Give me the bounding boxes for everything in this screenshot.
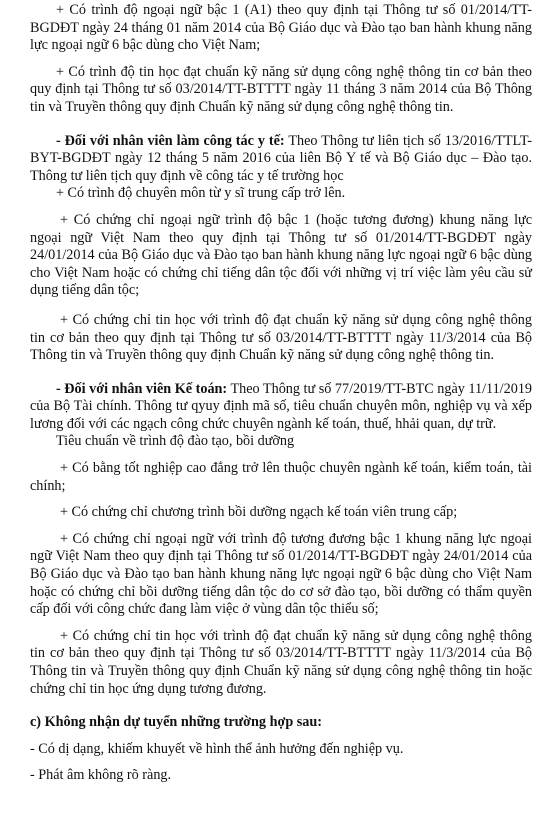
medical-staff-text: Theo Thông tư liên tịch số 13/2016/TTLT-BYT-BGDĐT ngày 12 tháng 5 năm 2016 của liên Bộ Y tế và Bộ Giáo dục – Đào tạo. Thông tư liên tịch quy định về công tác y tế trường học: [30, 132, 533, 184]
paragraph-accountant: [30, 381, 532, 434]
paragraph-training-standards: Tiêu chuẩn về trình độ đào tạo, bồi dưỡng: [56, 433, 295, 450]
paragraph-medical-staff: [30, 133, 532, 186]
paragraph-accountant-course: + Có chứng chỉ chương trình bồi dưỡng ngạch kế toán viên trung cấp;: [60, 504, 458, 521]
paragraph-exclusion-pronunciation: - Phát âm không rõ ràng.: [30, 767, 172, 784]
paragraph-medical-qualification: + Có trình độ chuyên môn từ y sĩ trung cấp trở lên.: [56, 185, 346, 202]
section-heading-c: c) Không nhận dự tuyển những trường hợp sau:: [30, 714, 322, 731]
paragraph-accountant-it: + Có chứng chỉ tin học với trình độ đạt chuẩn kỹ năng sử dụng công nghệ thông tin cơ bản theo quy định tại Thông tư số 03/2014/TT-BTTTT ngày 11/3/2014 của Bộ Thông tin và Truyền thông quy định Chuẩn kỹ năng sử dụng công nghệ thông tin hoặc chứng chỉ tin học ứng dụng tương đương.: [30, 627, 532, 697]
paragraph-accountant-language: + Có chứng chỉ ngoại ngữ với trình độ tương đương bậc 1 khung năng lực ngoại ngữ Việt Nam theo quy định tại Thông tư số 01/2014/TT-BGDĐT ngày 24/01/2014 của Bộ Giáo dục và Đào tạo ban hành khung năng lực ngoại ngữ 6 bậc dùng cho Việt Nam hoặc có chứng chỉ bồi dưỡng tiếng dân tộc do cơ sở đào tạo, bồi dưỡng có thẩm quyền cấp đối với công chức đang làm việc ở vùng dân tộc thiểu số;: [30, 530, 532, 618]
accountant-text: Theo Thông tư số 77/2019/TT-BTC ngày 11/11/2019 của Bộ Tài chính. Thông tư qyuy định mã số, tiêu chuẩn chuyên môn, nghiệp vụ và xếp lương đối với các ngạch công chức chuyên ngành kế toán, thuế, hhải quan, dự trữ.: [30, 380, 533, 432]
medical-staff-label: - Đối với nhân viên làm công tác y tế:: [56, 132, 285, 149]
paragraph-it-skills: + Có trình độ tin học đạt chuẩn kỹ năng sử dụng công nghệ thông tin cơ bản theo quy định tại Thông tư số 03/2014/TT-BTTTT ngày 11 tháng 3 năm 2014 của Bộ Thông tin và Truyền thông quy định Chuẩn kỹ năng sử dụng công nghệ thông tin.: [30, 63, 532, 115]
accountant-label: - Đối với nhân viên Kế toán:: [56, 380, 228, 397]
paragraph-medical-it: + Có chứng chỉ tin học với trình độ đạt chuẩn kỹ năng sử dụng công nghệ thông tin cơ bản theo quy định tại Thông tư số 03/2014/TT-BTTTT ngày 11/3/2014 của Bộ Thông tin và Truyền thông quy định Chuẩn kỹ năng sử dụng công nghệ thông tin.: [30, 311, 532, 364]
paragraph-exclusion-deformity: - Có dị dạng, khiếm khuyết về hình thể ảnh hưởng đến nghiệp vụ.: [30, 740, 404, 757]
paragraph-degree: + Có bằng tốt nghiệp cao đẳng trở lên thuộc chuyên ngành kế toán, kiểm toán, tài chính;: [30, 460, 532, 494]
paragraph-foreign-language: + Có trình độ ngoại ngữ bậc 1 (A1) theo quy định tại Thông tư số 01/2014/TT-BGDĐT ngày 24 tháng 01 năm 2014 của Bộ Giáo dục và Đào tạo ban hành khung năng lực ngoại ngữ 6 bậc dùng cho Việt Nam;: [30, 2, 532, 54]
paragraph-medical-language: + Có chứng chỉ ngoại ngữ trình độ bậc 1 (hoặc tương đương) khung năng lực ngoại ngữ Việt Nam theo quy định tại Thông tư số 01/2014/TT-BGDĐT ngày 24/01/2014 của Bộ Giáo dục và Đào tạo ban hành khung năng lực ngoại ngữ 6 bậc dùng cho Việt Nam hoặc có chứng chỉ tiếng dân tộc đối với những vị trí việc làm yêu cầu sử dụng tiếng dân tộc;: [30, 211, 532, 299]
